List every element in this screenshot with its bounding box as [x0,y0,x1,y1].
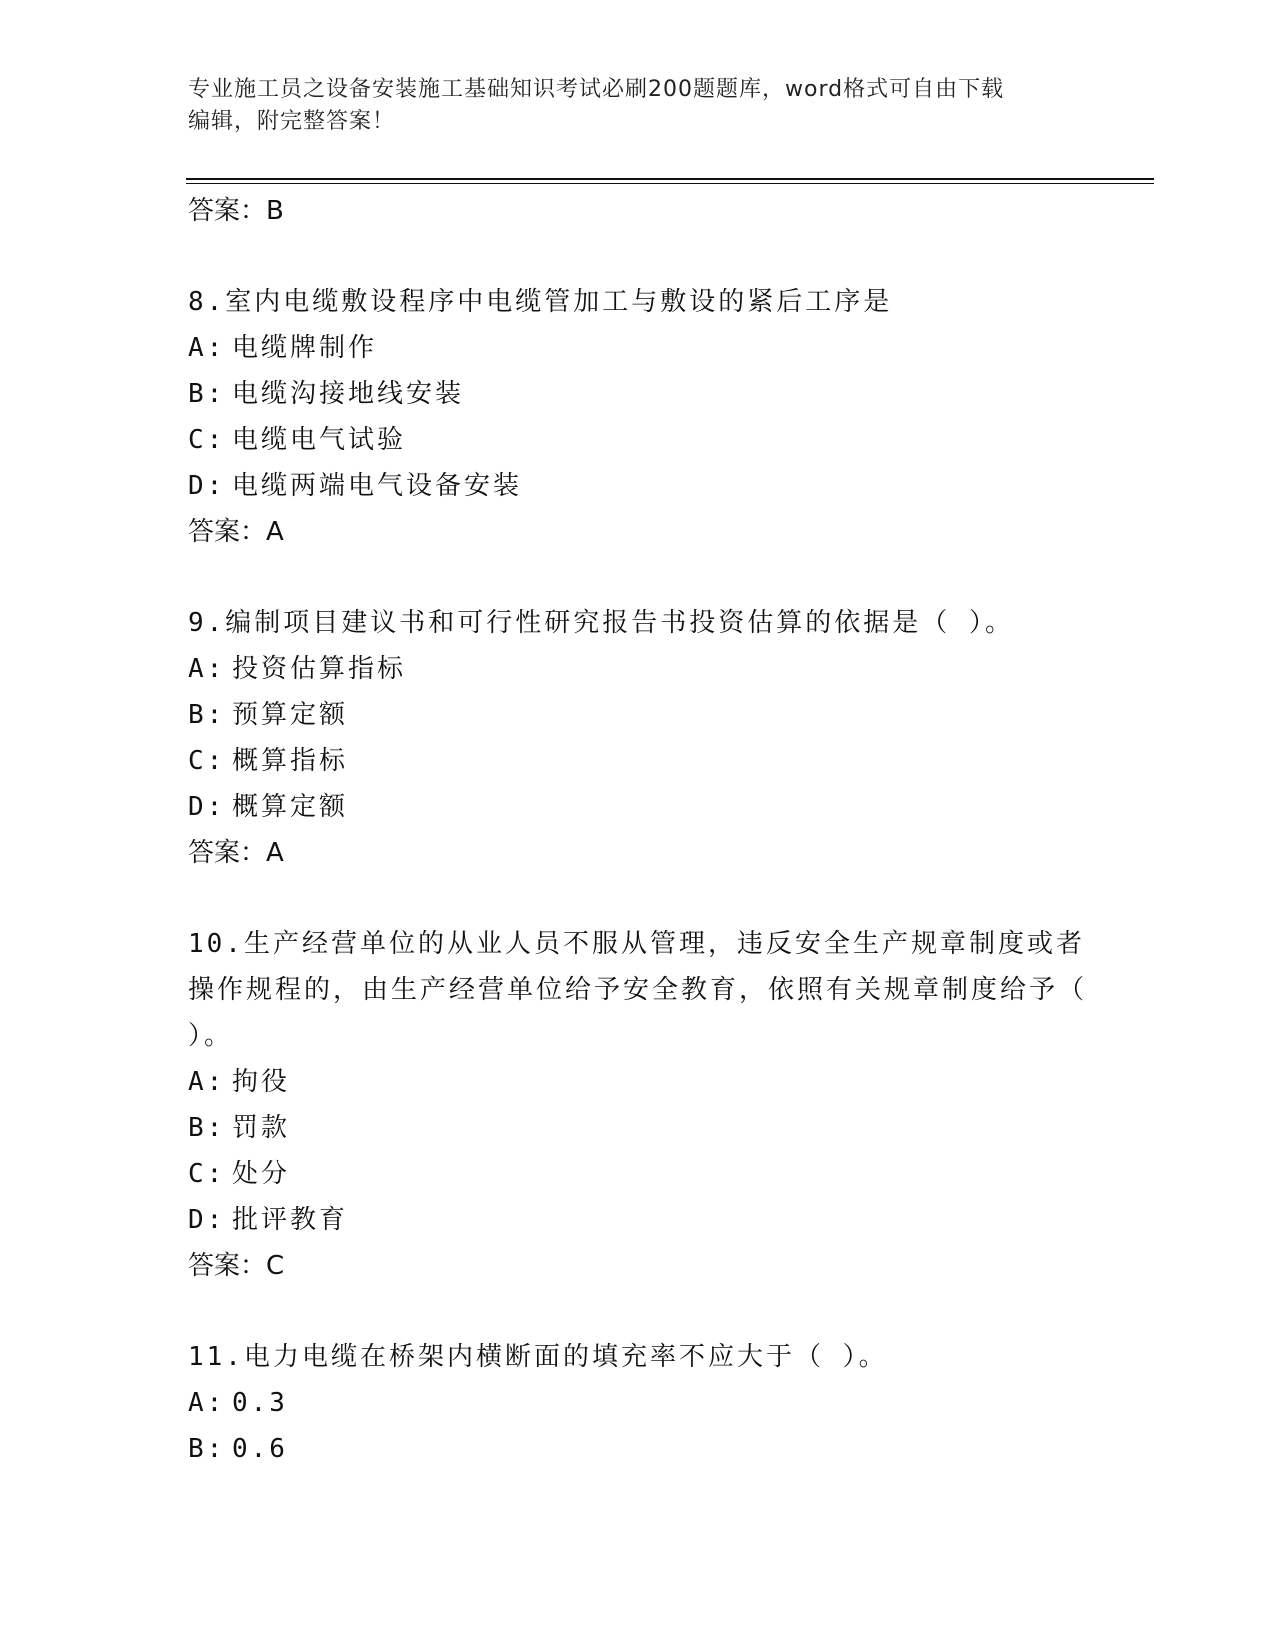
answer-line: 答案：B [188,196,284,226]
option-text: 预算定额 [232,700,349,730]
option-b [188,1105,1088,1151]
spacer [188,1289,1088,1334]
option-letter: C: [188,1159,226,1189]
option-c [188,738,1088,784]
question-block [188,279,1088,555]
option-b [188,1426,1088,1472]
option-a [188,646,1088,692]
option-text: 处分 [232,1159,291,1189]
option-letter: B: [188,1434,226,1464]
spacer [188,876,1088,921]
option-letter: A: [188,1067,226,1097]
option-letter: B: [188,1113,226,1143]
option-a [188,1380,1088,1426]
option-d [188,463,1088,509]
option-text: 电缆牌制作 [232,333,378,363]
option-letter: D: [188,1205,226,1235]
answer-line: 答案：A [188,838,284,868]
option-text: 电缆两端电气设备安装 [232,471,523,501]
option-b [188,692,1088,738]
option-letter: D: [188,792,226,822]
option-a [188,1059,1088,1105]
option-text: 批评教育 [232,1205,349,1235]
option-c [188,417,1088,463]
option-b [188,371,1088,417]
question-text: 9.编制项目建议书和可行性研究报告书投资估算的依据是（ ）。 [188,608,1014,638]
header-divider-thin [186,183,1154,184]
option-letter: C: [188,425,226,455]
question-block [188,600,1088,876]
option-letter: A: [188,333,226,363]
question-list [188,188,1088,1472]
option-text: 概算定额 [232,792,349,822]
answer-line: 答案：A [188,517,284,547]
answer-line: 答案：C [188,1251,285,1281]
option-text: 0.6 [232,1434,288,1464]
option-letter: A: [188,654,226,684]
option-letter: B: [188,379,226,409]
option-text: 投资估算指标 [232,654,407,684]
question-block [188,1334,1088,1472]
option-text: 拘役 [232,1067,291,1097]
option-d [188,1197,1088,1243]
question-text: 11.电力电缆在桥架内横断面的填充率不应大于（ ）。 [188,1342,888,1372]
document-header [188,74,1068,138]
option-text: 概算指标 [232,746,349,776]
option-letter: C: [188,746,226,776]
option-text: 电缆电气试验 [232,425,407,455]
option-text: 0.3 [232,1388,288,1418]
option-letter: B: [188,700,226,730]
option-c [188,1151,1088,1197]
option-text: 罚款 [232,1113,291,1143]
header-title-line2: 编辑，附完整答案！ [188,109,396,134]
question-text: 10.生产经营单位的从业人员不服从管理，违反安全生产规章制度或者操作规程的，由生产经营单位给予安全教育，依照有关规章制度给予（ ）。 [188,929,1088,1051]
question-block [188,921,1088,1289]
spacer [188,555,1088,600]
option-letter: D: [188,471,226,501]
header-title-line1: 专业施工员之设备安装施工基础知识考试必刷200题题库，word格式可自由下载 [188,77,1005,102]
option-d [188,784,1088,830]
option-letter: A: [188,1388,226,1418]
spacer [188,234,1088,279]
question-text: 8.室内电缆敷设程序中电缆管加工与敷设的紧后工序是 [188,287,893,317]
header-divider-thick [186,178,1154,180]
option-text: 电缆沟接地线安装 [232,379,465,409]
option-a [188,325,1088,371]
